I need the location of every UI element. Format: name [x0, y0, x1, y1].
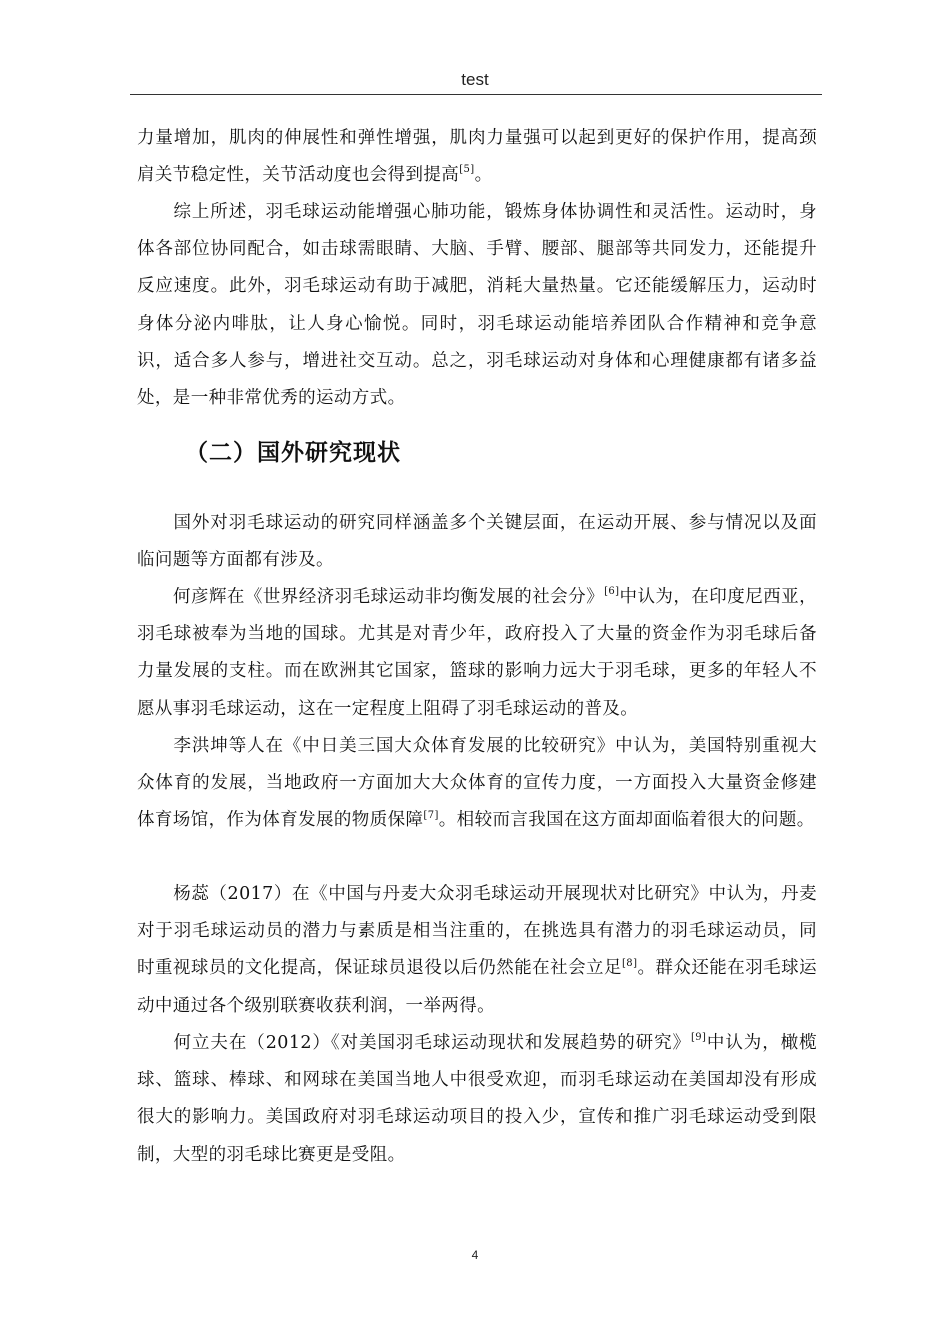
citation-ref: [8]	[622, 957, 638, 969]
header-divider	[130, 94, 822, 95]
paragraph-text: 国外对羽毛球运动的研究同样涵盖多个关键层面，在运动开展、参与情况以及面临问题等方面都有涉及。	[137, 513, 817, 571]
paragraph-text: 中认为，橄榄球、篮球、棒球、和网球在美国当地人中很受欢迎，而羽毛球运动在美国却没有形成很大的影响力。美国政府对羽毛球运动项目的投入少，宣传和推广羽毛球运动受到限制，大型的羽毛球比赛更是受阻。	[137, 1033, 817, 1165]
section-heading: （二）国外研究现状	[185, 440, 401, 466]
paragraph-text: 。相较而言我国在这方面却面临着很大的问题。	[438, 810, 815, 831]
paragraph-li-hongkun	[137, 728, 817, 840]
page-header-title: test	[461, 70, 489, 89]
paragraph-text: 综上所述，羽毛球运动能增强心肺功能，锻炼身体协调性和灵活性。运动时，身体各部位协同配合，如击球需眼睛、大脑、手臂、腰部、腿部等共同发力，还能提升反应速度。此外，羽毛球运动有助于减肥，消耗大量热量。它还能缓解压力，运动时身体分泌内啡肽，让人身心愉悦。同时，羽毛球运动能培养团队合作精神和竞争意识，适合多人参与，增进社交互动。总之，羽毛球运动对身体和心理健康都有诸多益处，是一种非常优秀的运动方式。	[137, 202, 817, 409]
paragraph-text: 。群众还能在羽毛球运动中通过各个级别联赛收获利润，一举两得。	[137, 958, 817, 1016]
paragraph-text: 力量增加，肌肉的伸展性和弹性增强，肌肉力量强可以起到更好的保护作用，提高颈肩关节稳定性，关节活动度也会得到提高	[137, 128, 817, 186]
paragraph-text: 李洪坤等人在《中日美三国大众体育发展的比较研究》中认为，美国特别重视大众体育的发展，当地政府一方面加大大众体育的宣传力度，一方面投入大量资金修建体育场馆，作为体育发展的物质保障	[137, 736, 817, 831]
paragraph-foreign-intro	[137, 505, 817, 579]
paragraph-yang-rui	[137, 876, 817, 1025]
paragraph-muscle-strength	[137, 120, 817, 194]
citation-ref: [6]	[604, 586, 620, 598]
paragraph-text: 杨蕊（2017）在《中国与丹麦大众羽毛球运动开展现状对比研究》中认为，丹麦对于羽毛球运动员的潜力与素质是相当注重的，在挑选具有潜力的羽毛球运动员，同时重视球员的文化提高，保证球员退役以后仍然能在社会立足	[137, 884, 817, 979]
paragraph-summary	[137, 194, 817, 417]
paragraph-text: 何彦辉在《世界经济羽毛球运动非均衡发展的社会分》	[173, 587, 605, 607]
paragraph-text: 中认为，在印度尼西亚，羽毛球被奉为当地的国球。尤其是对青少年，政府投入了大量的资金作为羽毛球后备力量发展的支柱。而在欧洲其它国家，篮球的影响力远大于羽毛球，更多的年轻人不愿从事羽毛球运动，这在一定程度上阻碍了羽毛球运动的普及。	[137, 587, 817, 719]
page-number: 4	[471, 1248, 479, 1262]
paragraph-he-lifu	[137, 1025, 817, 1174]
citation-ref: [9]	[690, 1032, 707, 1044]
paragraph-text: 何立夫在（2012）《对美国羽毛球运动现状和发展趋势的研究》	[173, 1033, 691, 1053]
paragraph-he-yanhui	[137, 579, 817, 728]
citation-ref: [7]	[423, 809, 439, 821]
citation-ref: [5]	[459, 164, 475, 176]
paragraph-text: 。	[474, 165, 493, 186]
